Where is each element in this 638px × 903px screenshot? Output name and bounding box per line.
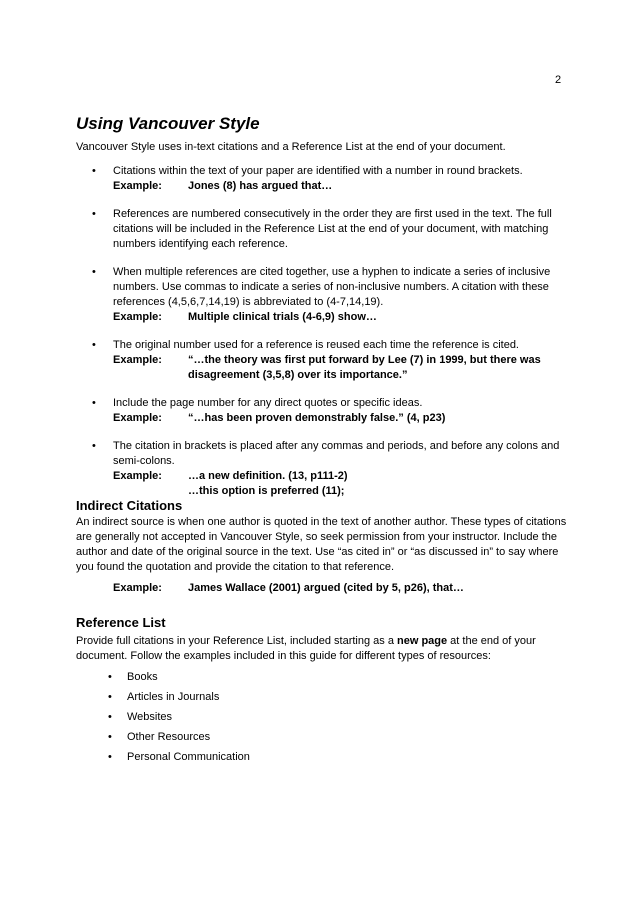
- example-row: [76, 582, 576, 594]
- example-row: [113, 411, 586, 426]
- page-number: 2: [555, 74, 562, 86]
- example-text: “…has been proven demonstrably false.” (4, p23): [188, 412, 446, 424]
- example-text: “…the theory was first put forward by Lee (7) in 1999, but there was disagreement (3,5,8) over its importance.”: [188, 354, 541, 381]
- bullet-icon: •: [108, 731, 112, 743]
- list-item-label: Books: [127, 671, 158, 683]
- page-title: Using Vancouver Style: [76, 114, 260, 133]
- bullet-text: Include the page number for any direct quotes or specific ideas.: [113, 397, 423, 409]
- list-item-label: Articles in Journals: [127, 691, 220, 703]
- list-item: [76, 690, 576, 710]
- example-text: Multiple clinical trials (4-6,9) show…: [188, 311, 377, 323]
- bullet-icon: •: [92, 397, 96, 409]
- list-item-label: Websites: [127, 711, 173, 723]
- example-label: Example:: [113, 582, 162, 594]
- indirect-citations-section: [76, 498, 576, 594]
- section-heading: Reference List: [76, 615, 166, 630]
- bullet-text: Citations within the text of your paper are identified with a number in round brackets.: [113, 165, 523, 177]
- bullet-icon: •: [108, 691, 112, 703]
- bullet-icon: •: [108, 751, 112, 763]
- emphasis-text: new page: [397, 635, 448, 647]
- bullet-icon: •: [92, 440, 96, 452]
- list-item: [76, 439, 586, 499]
- list-item: [76, 338, 586, 383]
- bullet-text: The citation in brackets is placed after any commas and periods, and before any colons and semi-colons.: [113, 440, 560, 467]
- section-paragraph: An indirect source is when one author is quoted in the text of another author. These types of citations are generally not accepted in Vancouver Style, so seek permission from your instructor. Include the author and date of the original source in the text. Use “as cited in” or “as discussed in” to say where you found the quotation and provide the citation to that reference.: [76, 516, 567, 573]
- list-item: [76, 750, 576, 770]
- intro-text: Vancouver Style uses in-text citations and a Reference List at the end of your document.: [76, 141, 506, 153]
- bullet-text: When multiple references are cited together, use a hyphen to indicate a series of inclusive numbers. Use commas to indicate a series of non-inclusive numbers. A citation with these references (4,5,6,7,14,19) is abbreviated to (4-7,14,19).: [113, 266, 551, 308]
- list-item: [76, 207, 586, 252]
- example-row: [113, 310, 586, 325]
- bullet-icon: •: [108, 711, 112, 723]
- list-item: [76, 710, 576, 730]
- section-heading: Indirect Citations: [76, 498, 183, 513]
- paragraph-text: Provide full citations in your Reference List, included starting as a: [76, 635, 397, 647]
- example-row: [113, 469, 586, 499]
- bullet-text: The original number used for a reference is reused each time the reference is cited.: [113, 339, 519, 351]
- bullet-icon: •: [92, 339, 96, 351]
- list-item: [76, 265, 586, 325]
- example-line: …a new definition. (13, p111-2): [188, 470, 348, 482]
- example-text: Jones (8) has argued that…: [188, 180, 333, 192]
- paragraph-text: at the end of your document. Follow the examples included in this guide for different types of resources:: [76, 635, 536, 662]
- reference-list-section: [76, 615, 576, 770]
- bullet-icon: •: [108, 671, 112, 683]
- example-label: Example:: [113, 470, 162, 482]
- example-label: Example:: [113, 412, 162, 424]
- rules-list: [76, 164, 586, 512]
- example-label: Example:: [113, 311, 162, 323]
- list-item-label: Other Resources: [127, 731, 211, 743]
- resource-types-list: [76, 670, 576, 770]
- list-item-label: Personal Communication: [127, 751, 250, 763]
- bullet-icon: •: [92, 165, 96, 177]
- bullet-icon: •: [92, 266, 96, 278]
- bullet-icon: •: [92, 208, 96, 220]
- example-label: Example:: [113, 180, 162, 192]
- example-text: James Wallace (2001) argued (cited by 5, p26), that…: [188, 582, 464, 594]
- example-row: [113, 179, 586, 194]
- list-item: [76, 396, 586, 426]
- list-item: [76, 670, 576, 690]
- example-text: [188, 469, 586, 499]
- bullet-text: References are numbered consecutively in the order they are first used in the text. The full citations will be included in the Reference List at the end of your document, with matching numbers identifying each reference.: [113, 208, 552, 250]
- example-row: [113, 353, 586, 383]
- list-item: [76, 164, 586, 194]
- list-item: [76, 730, 576, 750]
- section-paragraph: [76, 634, 576, 664]
- example-label: Example:: [113, 354, 162, 366]
- example-line: …this option is preferred (11);: [188, 485, 345, 497]
